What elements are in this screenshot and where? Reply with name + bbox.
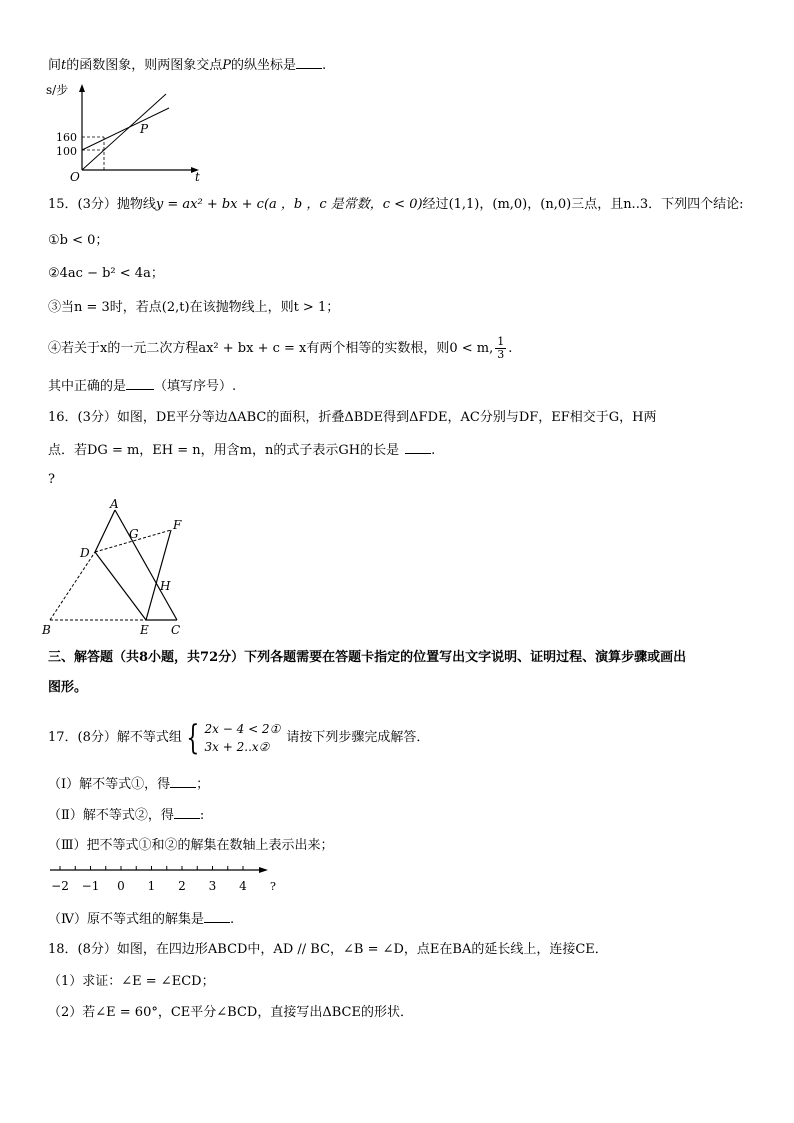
graph1-origin: O	[70, 170, 80, 184]
fig-seg-bd	[50, 552, 95, 620]
q15-answer-blank[interactable]	[126, 377, 154, 390]
q17-s2-end: :	[199, 808, 205, 823]
graph1-line-b	[82, 108, 169, 150]
q15-ask-tail: （填写序号）.	[154, 379, 237, 394]
q15-c4-denominator: 3	[497, 348, 505, 361]
q17-s2-blank[interactable]	[174, 806, 200, 819]
q17-step-1	[48, 775, 209, 794]
q14-var-t: t	[61, 58, 67, 73]
number-line-label: 1	[147, 879, 156, 893]
fig-label-a: A	[110, 497, 119, 511]
q14-end: .	[322, 58, 327, 73]
fig-label-h: H	[160, 579, 171, 593]
q17-step-2	[48, 806, 204, 825]
q14-text-a: 间	[48, 58, 62, 73]
graph1-tick-160: 160	[56, 131, 77, 144]
q15-equation: y = ax² + bx + c	[155, 197, 264, 212]
number-line-label: −1	[81, 879, 100, 893]
graph1-line-a	[82, 94, 166, 170]
q17-s4-end: .	[230, 912, 235, 927]
number-line	[44, 860, 284, 896]
graph1-point-p: P	[140, 122, 149, 136]
q17-row-2: 3x + 2..x②	[204, 739, 270, 754]
q15-condition: (a ，b ，c 是常数，c < 0)	[263, 197, 423, 212]
q17-s2-text: （Ⅱ）解不等式②，得	[48, 808, 174, 823]
number-line-label: 4	[239, 879, 247, 893]
fig-seg-fe	[146, 530, 171, 620]
number-line-label: 2	[178, 879, 186, 893]
q14-text-b: 的函数图象，则两图象交点	[66, 58, 223, 73]
q17-s1-text: （Ⅰ）解不等式①，得	[48, 777, 171, 792]
q17-step-3: （Ⅲ）把不等式①和②的解集在数轴上表示出来；	[48, 838, 334, 853]
q17-s1-end: ；	[196, 777, 210, 792]
q17-brace: {	[186, 717, 200, 758]
fig-label-e: E	[140, 623, 149, 637]
q15-tail: 三点，且n..3．下列四个结论:	[571, 197, 744, 212]
fig-side-ac	[115, 510, 177, 620]
q14-answer-blank[interactable]	[296, 56, 322, 69]
q17-step-4	[48, 910, 234, 929]
number-line-label: −2	[51, 879, 69, 893]
q17-head: 17．(8分）解不等式组	[48, 730, 182, 745]
q15-ask-text: 其中正确的是	[48, 379, 127, 394]
q17-s4-text: （Ⅳ）原不等式组的解集是	[48, 912, 204, 927]
q15-conclusion-4	[48, 336, 512, 361]
number-line-label: 0	[117, 879, 125, 893]
q14-tail-line	[48, 56, 326, 75]
q15-head: 15．(3分）抛物线	[48, 197, 156, 212]
q14-var-p: P	[222, 58, 232, 73]
q17-row-1: 2x − 4 < 2①	[204, 721, 281, 736]
graph1-y-arrow	[79, 84, 85, 92]
q16-line-1: 16．(3分）如图，DE平分等边ΔABC的面积，折叠ΔBDE得到ΔFDE，AC分别与DF，EF相交于G，H两	[48, 410, 657, 425]
section3-line-1: 三、解答题（共8小题，共72分）下列各题需要在答题卡指定的位置写出文字说明、证明过程、演算步骤或画出	[48, 650, 687, 665]
triangle-fold-figure	[40, 496, 200, 641]
q16-answer-blank[interactable]	[405, 441, 431, 454]
fig-seg-da	[95, 510, 115, 552]
fig-label-g: G	[129, 527, 139, 541]
q15-head-line	[48, 196, 743, 214]
q17-s4-blank[interactable]	[204, 910, 230, 923]
q14-text-c: 的纵坐标是	[231, 58, 297, 73]
q15-conclusion-1: ①b < 0；	[48, 233, 109, 248]
q16-line2-end: .	[431, 443, 436, 458]
fig-seg-de	[95, 552, 146, 620]
number-line-mark: ?	[270, 880, 276, 893]
q18-part-2: （2）若∠E = 60°，CE平分∠BCD，直接写出ΔBCE的形状．	[48, 1005, 413, 1020]
q17-head-line	[48, 718, 429, 758]
q15-points: (1,1)，(m,0)，(n,0)	[448, 197, 572, 212]
q15-c4-text: ④若关于x的一元二次方程ax² + bx + c = x有两个相等的实数根，则0 < m,	[48, 341, 494, 356]
graph1-tick-100: 100	[56, 145, 77, 158]
graph1-ylabel: s/步	[46, 83, 69, 97]
q15-ask-line	[48, 377, 236, 396]
q18-line-1: 18．(8分）如图，在四边形ABCD中，AD // BC，∠B = ∠D，点E在BA的延长线上，连接CE．	[48, 942, 608, 957]
fig-label-d: D	[80, 546, 90, 560]
graph1-xlabel: t	[195, 170, 200, 184]
number-line-label: 3	[208, 879, 217, 893]
q16-line2-text: 点．若DG = m，EH = n，用含m，n的式子表示GH的长是	[48, 443, 400, 458]
q15-c4-numerator: 1	[497, 335, 505, 348]
q16-line-2	[48, 441, 435, 460]
q18-part-1: （1）求证：∠E = ∠ECD；	[48, 974, 215, 989]
q15-pass: 经过	[422, 197, 449, 212]
q17-s1-blank[interactable]	[170, 775, 196, 788]
number-line-arrow	[259, 867, 268, 873]
q15-conclusion-3: ③当n = 3时，若点(2,t)在该抛物线上，则t > 1；	[48, 300, 340, 315]
q15-c4-end: .	[508, 341, 513, 356]
section3-line-2: 图形。	[48, 680, 88, 695]
q15-c4-fraction	[495, 336, 506, 361]
fig-label-b: B	[42, 623, 51, 637]
q17-tail: 请按下列步骤完成解答．	[286, 730, 430, 745]
q16-mark: ?	[48, 472, 55, 487]
q15-conclusion-2: ②4ac − b² < 4a；	[48, 266, 164, 281]
fig-label-c: C	[171, 623, 181, 637]
q17-system	[182, 717, 281, 758]
distance-time-graph	[44, 82, 214, 184]
fig-label-f: F	[173, 518, 182, 532]
